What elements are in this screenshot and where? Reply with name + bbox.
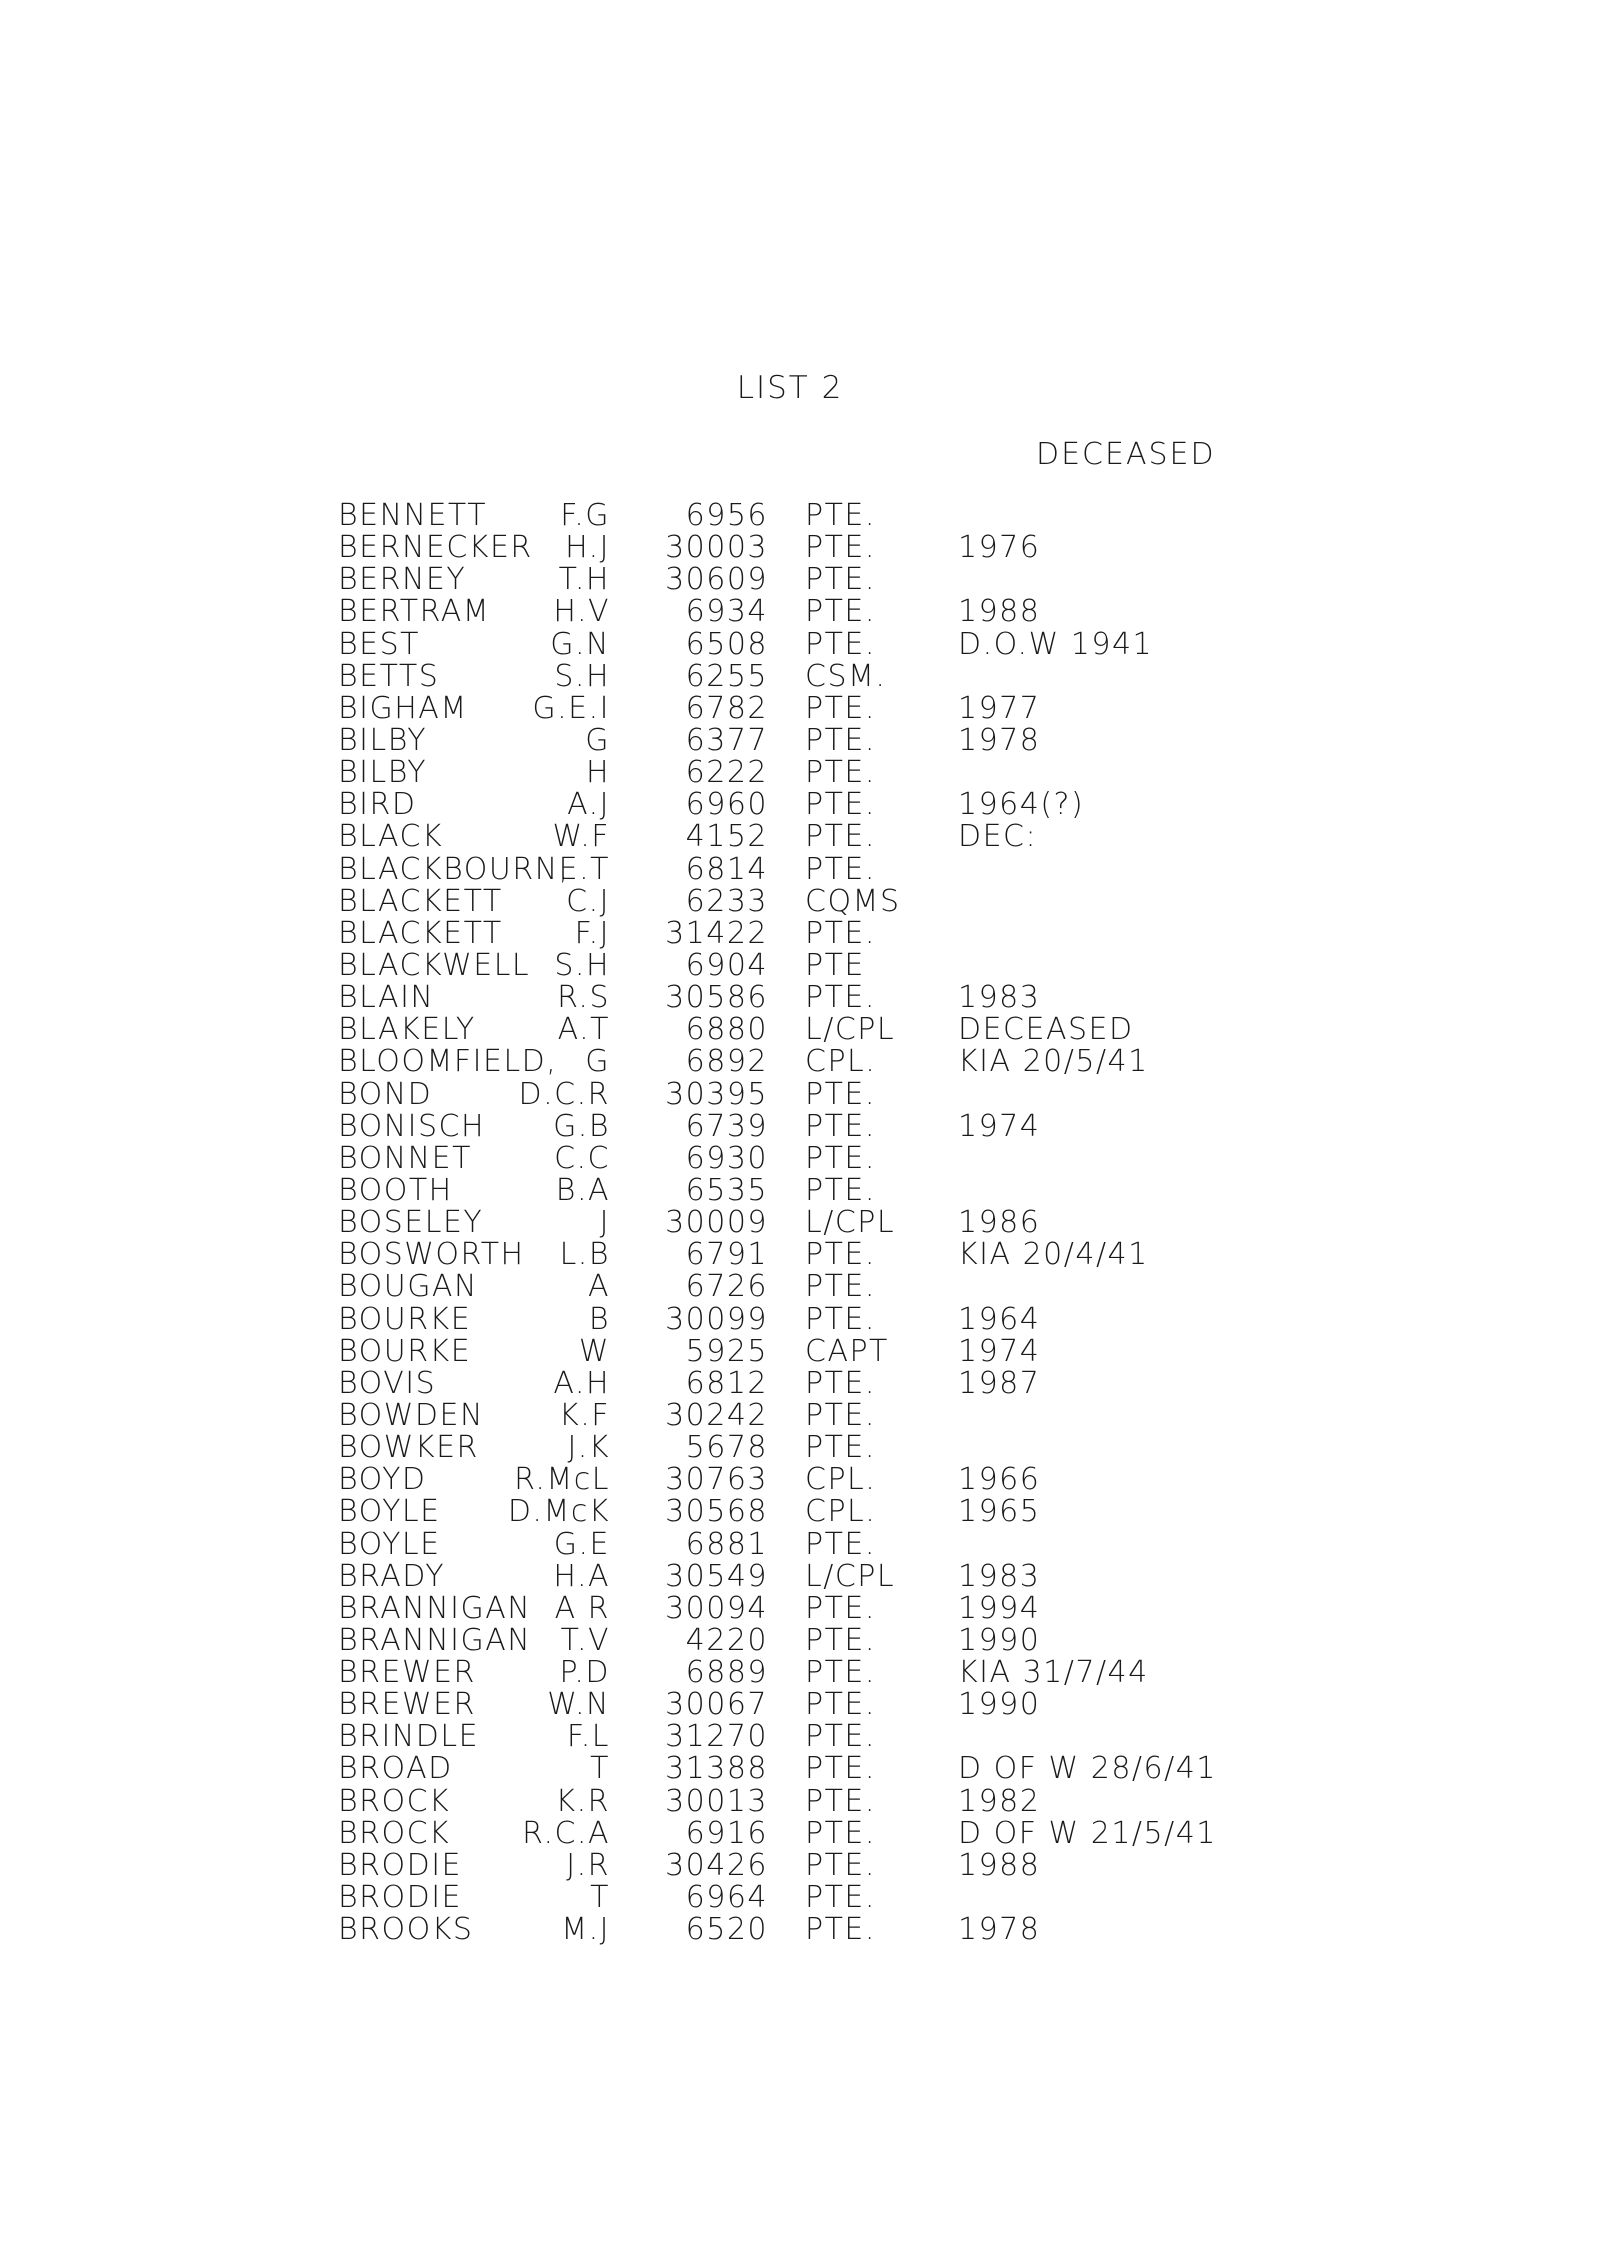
status-cell: 1976 — [958, 530, 1041, 566]
initials-cell: F.G — [560, 498, 610, 533]
service-number-cell: 30009 — [665, 1205, 768, 1241]
roster-row — [338, 1140, 1298, 1176]
rank-cell: PTE. — [805, 1237, 876, 1273]
service-number-cell: 5925 — [685, 1333, 768, 1369]
rank-cell: PTE. — [805, 722, 876, 758]
status-cell: 1966 — [958, 1462, 1041, 1498]
status-cell: 1994 — [958, 1590, 1041, 1626]
service-number-cell: 6814 — [685, 851, 768, 887]
rank-cell: PTE. — [805, 1590, 876, 1626]
initials-cell: B.A — [555, 1172, 610, 1208]
surname-cell: BLAIN — [338, 980, 435, 1016]
service-number-cell: 6791 — [685, 1237, 768, 1273]
rank-cell: PTE. — [805, 1076, 876, 1112]
roster-row — [338, 1847, 1298, 1883]
initials-cell: J.K — [567, 1430, 610, 1466]
roster-row — [338, 1526, 1298, 1562]
roster-row — [338, 500, 1298, 532]
service-number-cell: 30609 — [665, 562, 768, 598]
initials-cell: A — [587, 1269, 610, 1305]
status-cell: 1974 — [958, 1333, 1041, 1369]
surname-cell: BOSELEY — [338, 1205, 484, 1241]
rank-cell: PTE. — [805, 1719, 876, 1755]
initials-cell: W.F — [552, 819, 610, 855]
roster-row — [338, 915, 1298, 951]
initials-cell: A.J — [567, 787, 610, 823]
rank-cell: PTE. — [805, 1751, 876, 1787]
service-number-cell: 4152 — [685, 819, 768, 855]
roster-row — [338, 1365, 1298, 1401]
roster-row — [338, 596, 1298, 628]
service-number-cell: 6739 — [685, 1108, 768, 1144]
rank-cell: PTE. — [805, 1687, 876, 1723]
initials-cell: G.N — [550, 626, 610, 662]
rank-cell: PTE. — [805, 626, 876, 662]
surname-cell: BLOOMFIELD, — [338, 1044, 558, 1080]
initials-cell: G.E — [553, 1526, 610, 1562]
surname-cell: BILBY — [338, 722, 428, 758]
service-number-cell: 6377 — [685, 722, 768, 758]
status-cell: DECEASED — [958, 1012, 1134, 1048]
roster-list — [338, 500, 1298, 1946]
initials-cell: A R — [554, 1590, 610, 1626]
service-number-cell: 6880 — [685, 1012, 768, 1048]
rank-cell: PTE. — [805, 1815, 876, 1851]
service-number-cell: 6904 — [685, 947, 768, 983]
roster-row — [338, 1333, 1298, 1369]
roster-row — [338, 1622, 1298, 1658]
initials-cell: H.V — [553, 594, 610, 630]
surname-cell: BLACKBOURN, — [338, 851, 570, 887]
service-number-cell: 30094 — [665, 1590, 768, 1626]
service-number-cell: 6726 — [685, 1269, 768, 1305]
initials-cell: W — [578, 1333, 610, 1369]
service-number-cell: 30568 — [665, 1494, 768, 1530]
surname-cell: BERNEY — [338, 562, 467, 598]
service-number-cell: 30099 — [665, 1301, 768, 1337]
service-number-cell: 6964 — [685, 1880, 768, 1916]
rank-cell: PTE. — [805, 1783, 876, 1819]
rank-cell: PTE. — [805, 1301, 876, 1337]
surname-cell: BOVIS — [338, 1365, 437, 1401]
roster-row — [338, 722, 1298, 758]
rank-cell: PTE. — [805, 690, 876, 726]
surname-cell: BRODIE — [338, 1880, 463, 1916]
roster-row — [338, 1076, 1298, 1112]
roster-row — [338, 1721, 1298, 1753]
status-cell: D OF W 28/6/41 — [958, 1751, 1217, 1787]
surname-cell: BRINDLE — [338, 1719, 480, 1755]
status-cell: 1978 — [958, 722, 1041, 758]
rank-cell: PTE. — [805, 1655, 876, 1691]
initials-cell: G.B — [553, 1108, 610, 1144]
surname-cell: BRADY — [338, 1558, 446, 1594]
initials-cell: A.H — [553, 1365, 610, 1401]
initials-cell: K.F — [559, 1397, 610, 1433]
surname-cell: BERTRAM — [338, 594, 491, 630]
rank-cell: CAPT — [805, 1333, 889, 1369]
surname-cell: BLACKETT — [338, 915, 503, 951]
roster-row — [338, 1815, 1298, 1851]
surname-cell: BONNET — [338, 1140, 472, 1176]
roster-row — [338, 1046, 1298, 1078]
surname-cell: BOOTH — [338, 1172, 453, 1208]
service-number-cell: 31422 — [665, 915, 768, 951]
service-number-cell: 6956 — [685, 498, 768, 533]
surname-cell: BLAKELY — [338, 1012, 476, 1048]
surname-cell: BRANNIGAN — [338, 1590, 532, 1626]
initials-cell: G — [585, 722, 610, 758]
status-cell: 1974 — [958, 1108, 1041, 1144]
service-number-cell: 6889 — [685, 1655, 768, 1691]
service-number-cell: 30013 — [665, 1783, 768, 1819]
rank-cell: L/CPL — [805, 1558, 896, 1594]
roster-row — [338, 883, 1298, 919]
status-cell: 1964(?) — [958, 787, 1085, 823]
service-number-cell: 6233 — [685, 883, 768, 919]
initials-cell: G — [585, 1044, 610, 1080]
roster-row — [338, 789, 1298, 821]
initials-cell: B — [588, 1301, 610, 1337]
surname-cell: BROCK — [338, 1815, 451, 1851]
rank-cell: CPL. — [805, 1044, 877, 1080]
surname-cell: BIGHAM — [338, 690, 468, 726]
initials-cell: S.H — [554, 658, 610, 694]
surname-cell: BRANNIGAN — [338, 1622, 532, 1658]
rank-cell: PTE. — [805, 1912, 876, 1948]
surname-cell: BOSWORTH — [338, 1237, 525, 1273]
initials-cell: R.McL — [514, 1462, 610, 1498]
status-cell: 1988 — [958, 594, 1041, 630]
roster-row — [338, 532, 1298, 564]
rank-cell: PTE. — [805, 594, 876, 630]
status-cell: DEC: — [958, 819, 1038, 855]
roster-row — [338, 564, 1298, 596]
service-number-cell: 6916 — [685, 1815, 768, 1851]
service-number-cell: 6892 — [685, 1044, 768, 1080]
rank-cell: L/CPL — [805, 1012, 896, 1048]
initials-cell: R.C.A — [522, 1815, 610, 1851]
service-number-cell: 6535 — [685, 1172, 768, 1208]
initials-cell: J.R — [566, 1847, 610, 1883]
initials-cell: E.T — [558, 851, 610, 887]
status-cell: 1964 — [958, 1301, 1041, 1337]
surname-cell: BOWDEN — [338, 1397, 484, 1433]
status-cell: 1978 — [958, 1912, 1041, 1948]
roster-row — [338, 658, 1298, 694]
initials-cell: P.D — [559, 1655, 610, 1691]
surname-cell: BIRD — [338, 787, 417, 823]
roster-row — [338, 1753, 1298, 1785]
initials-cell: T.V — [560, 1622, 610, 1658]
rank-cell: L/CPL — [805, 1205, 896, 1241]
roster-row — [338, 1397, 1298, 1433]
status-cell: 1982 — [958, 1783, 1041, 1819]
roster-row — [338, 1496, 1298, 1528]
rank-cell: PTE. — [805, 915, 876, 951]
roster-row — [338, 1301, 1298, 1337]
page-title: LIST 2 — [736, 370, 844, 406]
service-number-cell: 31270 — [665, 1719, 768, 1755]
status-cell: 1983 — [958, 1558, 1041, 1594]
rank-cell: PTE. — [805, 819, 876, 855]
roster-row — [338, 1207, 1298, 1239]
rank-cell: PTE. — [805, 1430, 876, 1466]
rank-cell: CPL. — [805, 1494, 877, 1530]
initials-cell: H.A — [553, 1558, 610, 1594]
initials-cell: D.C.R — [518, 1076, 610, 1112]
surname-cell: BREWER — [338, 1687, 476, 1723]
initials-cell: D.McK — [507, 1494, 610, 1530]
roster-row — [338, 757, 1298, 789]
initials-cell: H — [585, 755, 610, 791]
surname-cell: BREWER — [338, 1655, 476, 1691]
status-column-header: DECEASED — [1036, 437, 1216, 472]
service-number-cell: 6934 — [685, 594, 768, 630]
service-number-cell: 30395 — [665, 1076, 768, 1112]
status-cell: KIA 20/5/41 — [958, 1044, 1149, 1080]
service-number-cell: 6782 — [685, 690, 768, 726]
service-number-cell: 30586 — [665, 980, 768, 1016]
rank-cell: PTE. — [805, 787, 876, 823]
roster-row — [338, 1689, 1298, 1721]
rank-cell: PTE. — [805, 1397, 876, 1433]
initials-cell: R.S — [557, 980, 610, 1016]
roster-row — [338, 947, 1298, 983]
initials-cell: A.T — [557, 1012, 610, 1048]
status-cell: D OF W 21/5/41 — [958, 1815, 1217, 1851]
initials-cell: T — [590, 1880, 610, 1916]
rank-cell: PTE. — [805, 755, 876, 791]
rank-cell: PTE. — [805, 1140, 876, 1176]
service-number-cell: 4220 — [685, 1622, 768, 1658]
initials-cell: K.R — [555, 1783, 610, 1819]
initials-cell: M.J — [561, 1912, 610, 1948]
initials-cell: C.J — [566, 883, 610, 919]
status-cell: D.O.W 1941 — [958, 626, 1154, 662]
roster-row — [338, 982, 1298, 1014]
rank-cell: PTE. — [805, 1108, 876, 1144]
roster-row — [338, 1657, 1298, 1689]
roster-row — [338, 1590, 1298, 1626]
surname-cell: BOURKE — [338, 1333, 472, 1369]
service-number-cell: 6881 — [685, 1526, 768, 1562]
surname-cell: BLACKETT — [338, 883, 503, 919]
surname-cell: BROAD — [338, 1751, 453, 1787]
initials-cell: W.N — [547, 1687, 610, 1723]
surname-cell: BOURKE — [338, 1301, 472, 1337]
service-number-cell: 30549 — [665, 1558, 768, 1594]
surname-cell: BOWKER — [338, 1430, 479, 1466]
roster-row — [338, 1464, 1298, 1496]
rank-cell: PTE. — [805, 1622, 876, 1658]
rank-cell: PTE. — [805, 1172, 876, 1208]
roster-row — [338, 1882, 1298, 1914]
service-number-cell: 6812 — [685, 1365, 768, 1401]
service-number-cell: 30242 — [665, 1397, 768, 1433]
rank-cell: PTE. — [805, 851, 876, 887]
surname-cell: BRODIE — [338, 1847, 463, 1883]
status-cell: KIA 31/7/44 — [958, 1655, 1149, 1691]
status-cell: 1983 — [958, 980, 1041, 1016]
surname-cell: BENNETT — [338, 498, 488, 533]
service-number-cell: 30763 — [665, 1462, 768, 1498]
surname-cell: BERNECKER — [338, 530, 533, 566]
surname-cell: BLACKWELL — [338, 947, 531, 983]
status-cell: 1977 — [958, 690, 1041, 726]
service-number-cell: 6255 — [685, 658, 768, 694]
rank-cell: PTE. — [805, 1847, 876, 1883]
status-cell: 1965 — [958, 1494, 1041, 1530]
surname-cell: BONISCH — [338, 1108, 486, 1144]
surname-cell: BETTS — [338, 658, 440, 694]
status-cell: 1987 — [958, 1365, 1041, 1401]
surname-cell: BOYLE — [338, 1494, 441, 1530]
roster-row — [338, 626, 1298, 662]
initials-cell: F.L — [566, 1719, 610, 1755]
service-number-cell: 5678 — [685, 1430, 768, 1466]
rank-cell: PTE. — [805, 498, 876, 533]
initials-cell: C.C — [554, 1140, 610, 1176]
service-number-cell: 30067 — [665, 1687, 768, 1723]
initials-cell: S.H — [554, 947, 610, 983]
roster-row — [338, 1172, 1298, 1208]
service-number-cell: 30003 — [665, 530, 768, 566]
initials-cell: G.E.I — [532, 690, 610, 726]
roster-row — [338, 690, 1298, 726]
initials-cell: T.H — [558, 562, 610, 598]
status-cell: 1988 — [958, 1847, 1041, 1883]
rank-cell: CSM. — [805, 658, 887, 694]
rank-cell: PTE. — [805, 1365, 876, 1401]
surname-cell: BOYD — [338, 1462, 427, 1498]
rank-cell: PTE. — [805, 1269, 876, 1305]
roster-row — [338, 1558, 1298, 1594]
service-number-cell: 6960 — [685, 787, 768, 823]
service-number-cell: 6508 — [685, 626, 768, 662]
surname-cell: BEST — [338, 626, 420, 662]
surname-cell: BROOKS — [338, 1912, 474, 1948]
rank-cell: PTE. — [805, 1880, 876, 1916]
rank-cell: PTE. — [805, 530, 876, 566]
surname-cell: BLACK — [338, 819, 444, 855]
service-number-cell: 6520 — [685, 1912, 768, 1948]
roster-row — [338, 1108, 1298, 1144]
initials-cell: F.J — [574, 915, 610, 951]
roster-row — [338, 1914, 1298, 1946]
roster-row — [338, 851, 1298, 887]
roster-row — [338, 1014, 1298, 1046]
status-cell: KIA 20/4/41 — [958, 1237, 1149, 1273]
initials-cell: L.B — [559, 1237, 610, 1273]
surname-cell: BOYLE — [338, 1526, 441, 1562]
surname-cell: BROCK — [338, 1783, 451, 1819]
service-number-cell: 30426 — [665, 1847, 768, 1883]
surname-cell: BOUGAN — [338, 1269, 478, 1305]
service-number-cell: 6930 — [685, 1140, 768, 1176]
roster-row — [338, 1432, 1298, 1464]
rank-cell: PTE. — [805, 980, 876, 1016]
rank-cell: PTE — [805, 947, 865, 983]
status-cell: 1990 — [958, 1622, 1041, 1658]
initials-cell: H.J — [565, 530, 610, 566]
initials-cell: J — [599, 1205, 610, 1241]
surname-cell: BILBY — [338, 755, 428, 791]
roster-row — [338, 1271, 1298, 1303]
rank-cell: PTE. — [805, 562, 876, 598]
rank-cell: CPL. — [805, 1462, 877, 1498]
service-number-cell: 6222 — [685, 755, 768, 791]
rank-cell: CQMS — [805, 883, 901, 919]
roster-row — [338, 821, 1298, 853]
service-number-cell: 31388 — [665, 1751, 768, 1787]
status-cell: 1990 — [958, 1687, 1041, 1723]
rank-cell: PTE. — [805, 1526, 876, 1562]
roster-row — [338, 1783, 1298, 1819]
status-cell: 1986 — [958, 1205, 1041, 1241]
surname-cell: BOND — [338, 1076, 433, 1112]
initials-cell: T — [590, 1751, 610, 1787]
roster-row — [338, 1239, 1298, 1271]
